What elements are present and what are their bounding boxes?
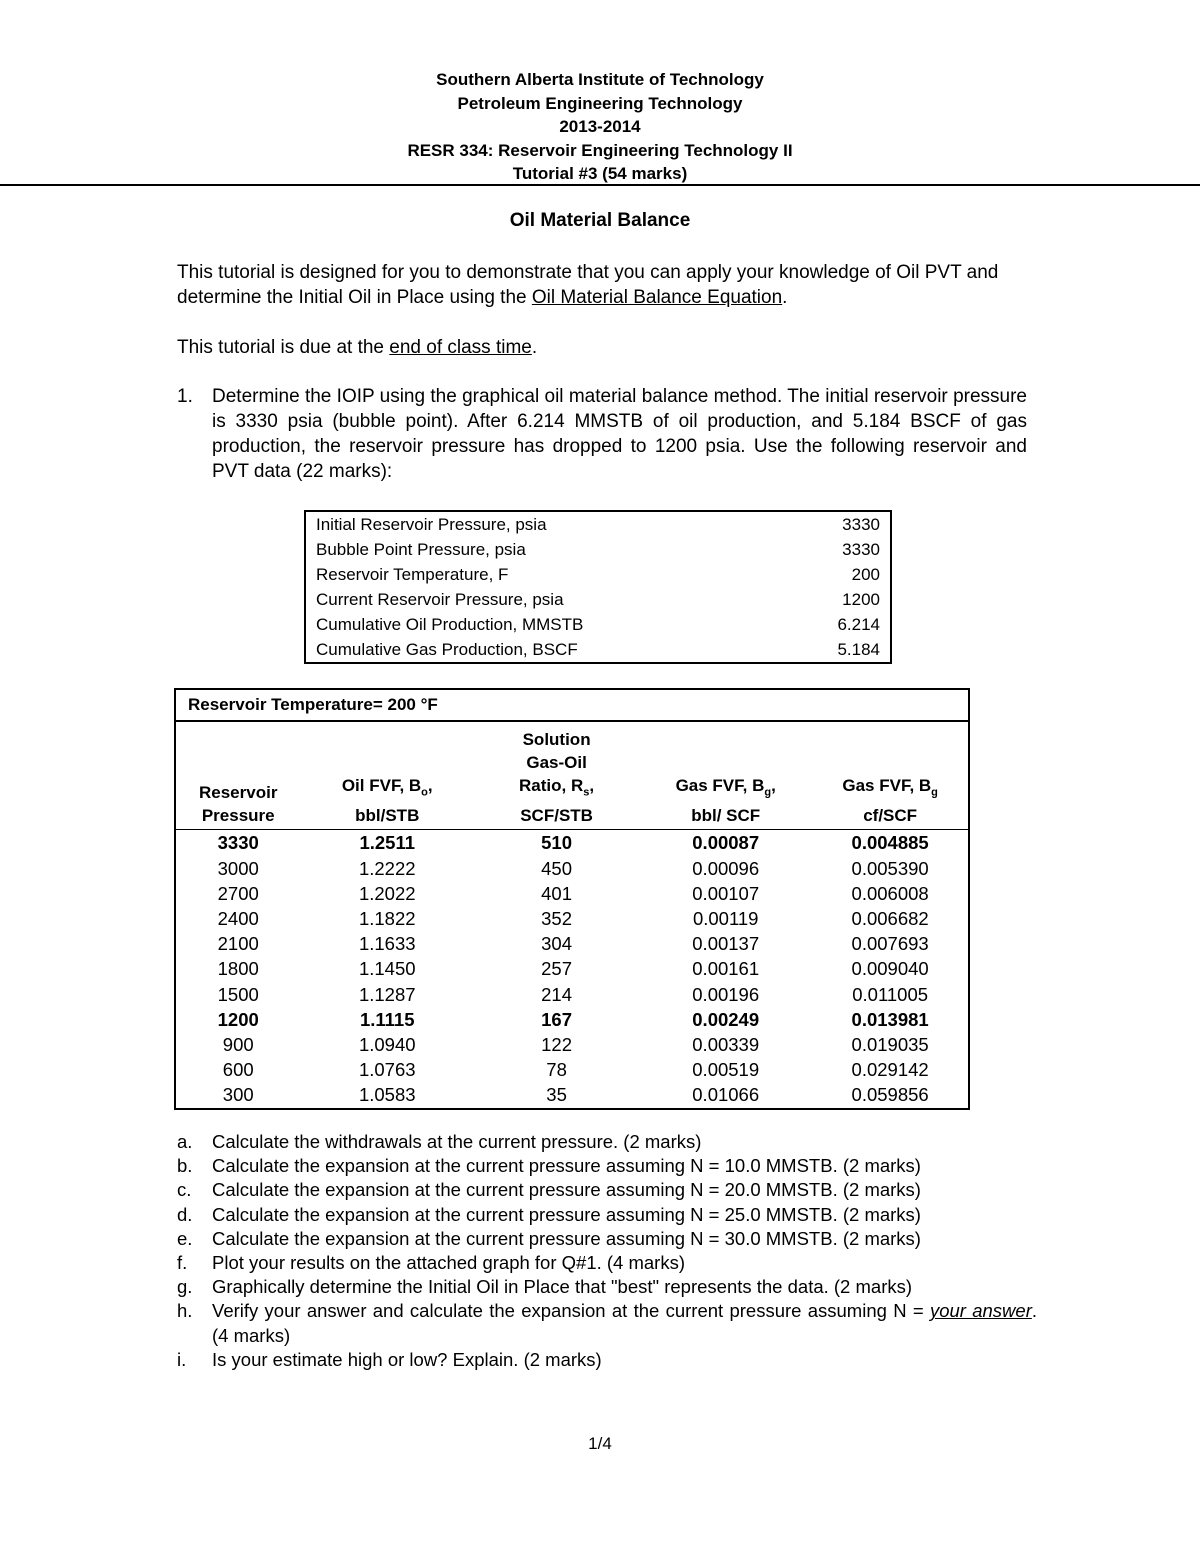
gas-fvf-cf-cell: 0.059856: [851, 1084, 929, 1106]
oil-fvf-cell: 1.1633: [358, 933, 416, 955]
oil-fvf-cell: 1.0583: [358, 1084, 416, 1106]
intro-paragraph: [177, 260, 1027, 310]
pressure-cell: 600: [222, 1059, 254, 1081]
page-title: Oil Material Balance: [509, 210, 691, 231]
pressure-cell: 1800: [217, 958, 259, 980]
summary-value: 200: [851, 565, 880, 584]
pressure-cell: 1200: [217, 1008, 259, 1030]
summary-row: [305, 587, 891, 612]
part-text: Calculate the withdrawals at the current pressure. (2 marks): [212, 1131, 702, 1152]
question-part: [177, 1203, 1037, 1227]
header-divider: [0, 184, 1200, 186]
solution-gor-cell: 257: [541, 958, 573, 980]
gas-fvf-bbl-cell: 0.00107: [692, 882, 760, 904]
pressure-cell: 2700: [217, 882, 259, 904]
intro-end: .: [782, 287, 788, 308]
question-parts-list: [177, 1130, 1037, 1372]
due-link: end of class time: [389, 337, 532, 358]
part-text: Verify your answer and calculate the expansion at the current pressure assuming N =: [212, 1300, 930, 1322]
gas-fvf-bbl-cell: 0.00096: [692, 857, 760, 879]
gas-fvf-cf-cell: 0.029142: [851, 1059, 929, 1081]
question-part: [177, 1299, 1037, 1347]
question-number: 1.: [177, 386, 193, 407]
program-name: Petroleum Engineering Technology: [457, 93, 743, 113]
summary-value: 3330: [842, 515, 880, 534]
summary-label: Cumulative Gas Production, BSCF: [316, 640, 578, 659]
question-part: [177, 1348, 1037, 1372]
solution-gor-cell: 214: [541, 983, 573, 1005]
solution-gor-cell: 78: [546, 1059, 567, 1081]
gas-fvf-bbl-cell: 0.00087: [692, 832, 760, 854]
pvt-row: [175, 982, 969, 1007]
summary-label: Bubble Point Pressure, psia: [316, 540, 526, 559]
pressure-cell: 3000: [217, 857, 259, 879]
pressure-cell: 900: [222, 1034, 254, 1056]
gas-fvf-bbl-cell: 0.00137: [692, 933, 760, 955]
gas-fvf-bbl-cell: 0.00519: [692, 1059, 760, 1081]
due-text: This tutorial is due at the: [177, 337, 390, 358]
gas-fvf-cf-cell: 0.004885: [851, 832, 929, 854]
pressure-cell: 2400: [217, 908, 259, 929]
summary-label: Initial Reservoir Pressure, psia: [316, 515, 547, 534]
question-part: [177, 1178, 1037, 1202]
part-text: Plot your results on the attached graph for Q#1. (4 marks): [212, 1252, 686, 1274]
question-part: [177, 1275, 1037, 1299]
oil-fvf-cell: 1.1287: [358, 983, 416, 1005]
part-text: Calculate the expansion at the current pressure assuming N = 25.0 MMSTB. (2 marks): [212, 1203, 921, 1225]
summary-value: 1200: [842, 590, 880, 609]
oil-fvf-cell: 1.1450: [358, 958, 416, 980]
page-number: 1/4: [588, 1434, 612, 1453]
header-gas-fvf-cf: Gas FVF, $B_g$ cf/SCF: [812, 721, 969, 830]
gas-fvf-cf-cell: 0.006008: [851, 882, 929, 904]
pvt-row: [175, 1082, 969, 1108]
question-part: [177, 1130, 1037, 1154]
part-label: g.: [177, 1276, 193, 1298]
oil-fvf-cell: 1.2022: [358, 882, 416, 904]
summary-value: 5.184: [837, 640, 880, 659]
summary-label: Current Reservoir Pressure, psia: [316, 590, 564, 609]
part-text: Calculate the expansion at the current pressure assuming N = 20.0 MMSTB. (2 marks): [212, 1179, 921, 1201]
summary-value: 3330: [842, 540, 880, 559]
gas-fvf-bbl-cell: 0.01066: [692, 1084, 760, 1106]
question-part: [177, 1251, 1037, 1275]
summary-row: [305, 511, 891, 537]
pvt-row: [175, 906, 969, 931]
oil-fvf-cell: 1.1115: [359, 1008, 415, 1030]
pvt-table-caption: Reservoir Temperature= 200 °F: [175, 689, 969, 721]
question-text: Determine the IOIP using the graphical oil material balance method. The initial reservoir pressure is 3330 psia (bubble point). After 6.214 MMSTB of oil production, and 5.184 BSCF of gas production, the reservoir pressure has dropped to 1200 psia. Use the following reservoir and PVT data (22 marks):: [212, 386, 1027, 482]
tutorial-title: Tutorial #3 (54 marks): [512, 164, 688, 183]
pvt-data-table: [174, 688, 970, 1110]
summary-row: [305, 562, 891, 587]
summary-value: 6.214: [837, 615, 880, 634]
solution-gor-cell: 304: [541, 933, 573, 955]
gas-fvf-cf-cell: 0.009040: [851, 958, 929, 980]
oil-fvf-cell: 1.2222: [358, 857, 416, 879]
part-text: Calculate the expansion at the current pressure assuming N = 10.0 MMSTB. (2 marks): [212, 1155, 921, 1177]
gas-fvf-bbl-cell: 0.00196: [692, 983, 760, 1005]
document-header: [0, 68, 1200, 186]
pvt-row: [175, 931, 969, 956]
academic-year: 2013-2014: [559, 117, 641, 136]
pvt-header-row: [175, 721, 969, 830]
gas-fvf-cf-cell: 0.007693: [851, 933, 929, 955]
pvt-row: [175, 881, 969, 906]
pressure-cell: 2100: [217, 933, 259, 955]
solution-gor-cell: 401: [541, 882, 573, 904]
part-label: b.: [177, 1155, 193, 1177]
part-text-end: . (4 marks): [212, 1300, 1037, 1346]
header-solution-gor: Solution Gas-Oil Ratio, $R_s$, SCF/STB: [474, 721, 639, 830]
part-emphasis: your answer: [929, 1300, 1032, 1322]
part-text: Calculate the expansion at the current pressure assuming N = 30.0 MMSTB. (2 marks): [212, 1227, 921, 1249]
oil-fvf-cell: 1.2511: [359, 832, 416, 854]
pvt-row: [175, 956, 969, 981]
gas-fvf-cf-cell: 0.006682: [851, 908, 929, 929]
part-label: d.: [177, 1203, 193, 1225]
institution-name: Southern Alberta Institute of Technology: [436, 70, 764, 89]
gas-fvf-cf-cell: 0.011005: [852, 983, 929, 1005]
gas-fvf-bbl-cell: 0.00119: [692, 908, 759, 929]
part-text: Graphically determine the Initial Oil in Place that "best" represents the data. (2 marks): [212, 1276, 913, 1298]
summary-row: [305, 637, 891, 663]
solution-gor-cell: 510: [541, 832, 573, 854]
part-label: i.: [177, 1348, 187, 1370]
part-label: f.: [177, 1252, 188, 1274]
solution-gor-cell: 167: [541, 1008, 573, 1030]
solution-gor-cell: 352: [541, 908, 573, 929]
solution-gor-cell: 122: [541, 1034, 573, 1056]
gas-fvf-bbl-cell: 0.00249: [692, 1008, 760, 1030]
gas-fvf-cf-cell: 0.005390: [851, 857, 929, 879]
summary-row: [305, 537, 891, 562]
question-1: [177, 384, 1027, 484]
pressure-cell: 1500: [217, 983, 259, 1005]
solution-gor-cell: 35: [546, 1084, 567, 1106]
pvt-row: [175, 1057, 969, 1082]
summary-label: Reservoir Temperature, F: [316, 565, 509, 584]
header-reservoir-pressure: Reservoir Pressure: [175, 721, 300, 830]
oil-fvf-cell: 1.0763: [358, 1059, 416, 1081]
gas-fvf-bbl-cell: 0.00339: [692, 1034, 760, 1056]
pvt-row: [175, 1032, 969, 1057]
solution-gor-cell: 450: [541, 857, 573, 879]
intro-text: This tutorial is designed for you to demonstrate that you can apply your knowledge of Oil PVT and determine the Initial Oil in Place using the: [177, 262, 999, 308]
part-label: c.: [177, 1179, 192, 1201]
part-label: a.: [177, 1131, 193, 1152]
question-part: [177, 1154, 1037, 1178]
summary-row: [305, 612, 891, 637]
oil-fvf-cell: 1.1822: [358, 908, 416, 929]
part-label: e.: [177, 1227, 193, 1249]
oil-fvf-cell: 1.0940: [358, 1034, 416, 1056]
due-end: .: [531, 337, 538, 358]
gas-fvf-cf-cell: 0.013981: [851, 1008, 929, 1030]
pressure-cell: 3330: [217, 832, 259, 854]
due-paragraph: [177, 335, 1027, 360]
course-title: RESR 334: Reservoir Engineering Technology II: [407, 140, 793, 160]
pvt-row: [175, 856, 969, 881]
gas-fvf-bbl-cell: 0.00161: [692, 958, 760, 980]
part-label: h.: [177, 1300, 193, 1322]
gas-fvf-cf-cell: 0.019035: [851, 1034, 929, 1056]
intro-link: Oil Material Balance Equation: [531, 287, 783, 308]
header-oil-fvf: Oil FVF, $B_o$, bbl/STB: [300, 721, 474, 830]
part-text: Is your estimate high or low? Explain. (2 marks): [212, 1348, 602, 1370]
reservoir-summary-table: [304, 510, 892, 664]
pressure-cell: 300: [222, 1084, 254, 1106]
question-part: [177, 1227, 1037, 1251]
pvt-row: [175, 1007, 969, 1032]
header-gas-fvf-bbl: Gas FVF, $B_g$, bbl/ SCF: [639, 721, 812, 830]
summary-label: Cumulative Oil Production, MMSTB: [316, 615, 584, 634]
pvt-row: [175, 830, 969, 856]
